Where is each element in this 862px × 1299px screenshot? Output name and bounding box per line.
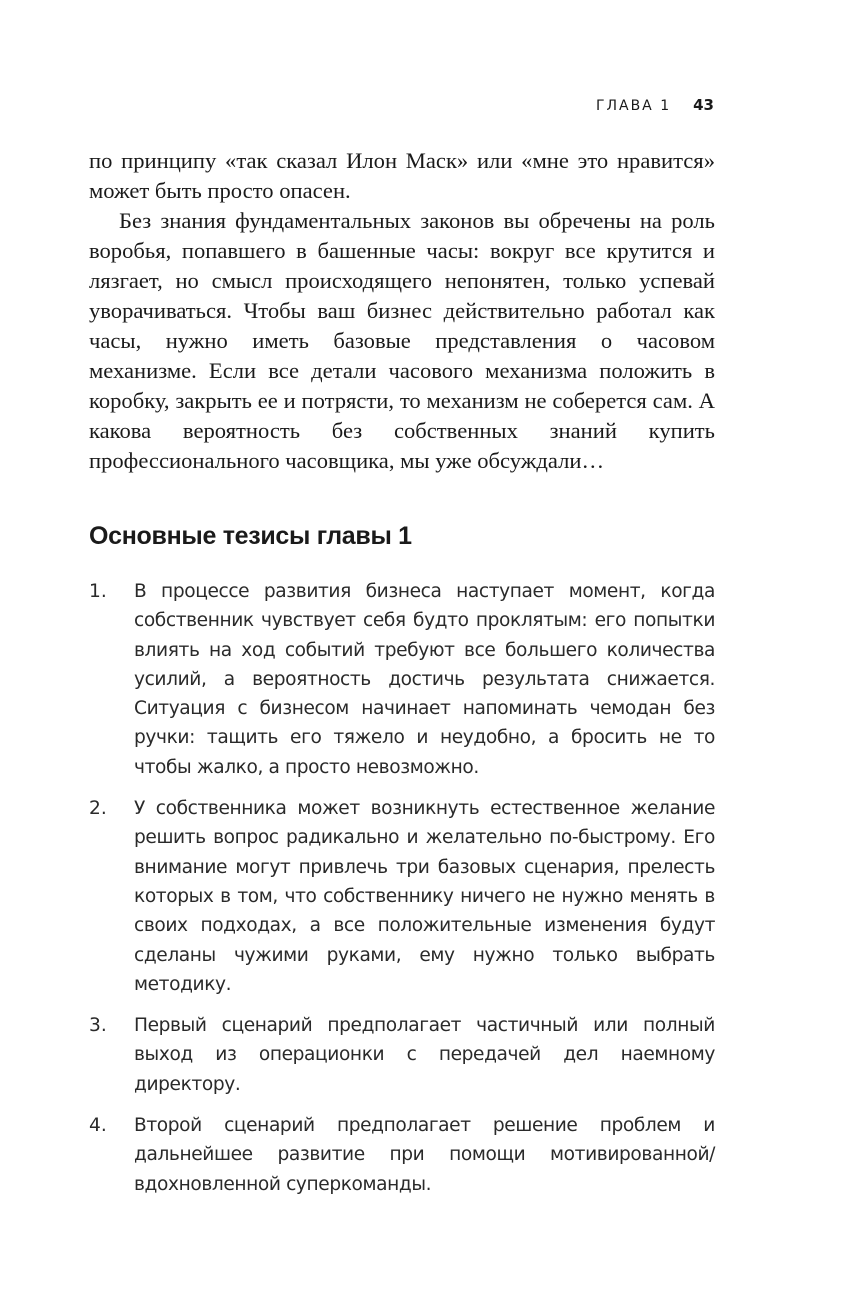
section-title: Основные тезисы главы 1 [89,522,412,550]
list-item-number: 2. [89,798,107,820]
page-number: 43 [693,96,714,114]
list-item-number: 4. [89,1115,107,1137]
list-item [89,577,715,782]
list-item-number: 3. [89,1015,107,1037]
body-text [89,146,715,476]
list-item-text: Второй сценарий предполагает решение проблем и дальнейшее развитие при помощи мотивированной/вдохновленной суперкоманды. [134,1115,715,1195]
list-item [89,1011,715,1099]
running-head [596,96,714,114]
paragraph-continuation: по принципу «так сказал Илон Маск» или «мне это нравится» может быть просто опасен. [89,148,715,203]
theses-list [89,577,715,1211]
chapter-label: ГЛАВА 1 [595,98,672,114]
paragraph: Без знания фундаментальных законов вы обречены на роль воробья, попавшего в башенные часы: вокруг все крутится и лязгает, но смысл происходящего непонятен, только успевай уворачиваться. Чтобы ваш бизнес действительно работал как часы, нужно иметь базовые представления о часовом механизме. Если все детали часового механизма положить в коробку, закрыть ее и потрясти, то механизм не соберется сам. А какова вероятность без собственных знаний купить профессионального часовщика, мы уже обсуждали… [89,208,715,473]
list-item-text: Первый сценарий предполагает частичный или полный выход из операционки с передачей дел наемному директору. [134,1015,715,1095]
list-item [89,794,715,999]
list-item-number: 1. [89,581,107,602]
list-item [89,1111,715,1199]
list-item-text: В процессе развития бизнеса наступает момент, когда собственник чувствует себя будто проклятым: его попытки влиять на ход событий требуют все большего количества усилий, а вероятность достичь результата снижается. Ситуация с бизнесом начинает напоминать чемодан без ручки: тащить его тяжело и неудобно, а бросить не то чтобы жалко, а просто невозможно. [134,581,715,778]
list-item-text: У собственника может возникнуть естественное желание решить вопрос радикально и желательно по-быстрому. Его внимание могут привлечь три базовых сценария, прелесть которых в том, что собственнику ничего не нужно менять в своих подходах, а все положительные изменения будут сделаны чужими руками, ему нужно только выбрать методику. [134,798,715,995]
